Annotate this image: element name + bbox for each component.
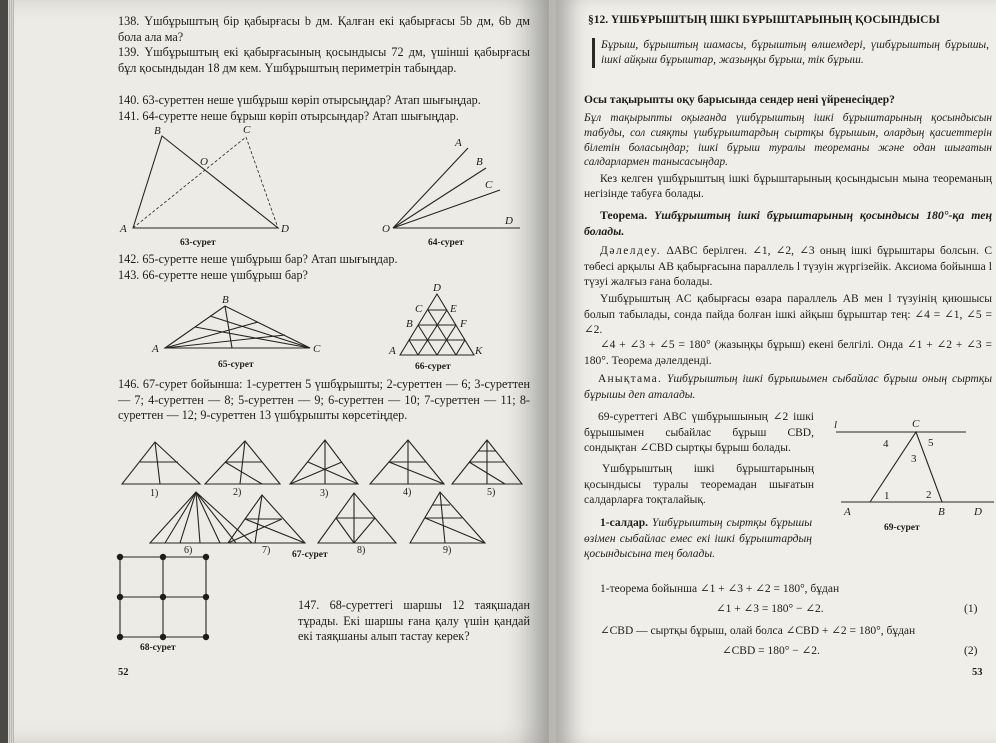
fig65-caption: 65-сурет: [218, 360, 254, 370]
problem-139: 139. Үшбұрыштың екі қабырғасының қосындысы 72 дм, үшінші қабырғасы бұл қосындыдан 18 дм кем. Үшбұрыштың периметрін табыңдар.: [118, 45, 530, 75]
fig66-label-b: B: [406, 318, 413, 330]
equation-intro: 1-теорема бойынша ∠1 + ∠3 + ∠2 = 180°, бұдан: [600, 583, 840, 595]
section-heading: §12. ҮШБҰРЫШТЫҢ ІШКІ БҰРЫШТАРЫНЫҢ ҚОСЫНДЫСЫ: [588, 14, 940, 26]
equation-1-number: (1): [964, 603, 978, 615]
problem-143: 143. 66-суретте неше үшбұрыш бар?: [118, 268, 308, 282]
fig63-caption: 63-сурет: [180, 238, 216, 248]
proof-label: Дәлелдеу.: [600, 245, 662, 257]
fig67-n1: 1): [150, 488, 159, 499]
problem-142: 142. 65-суретте неше үшбұрыш бар? Атап шығыңдар.: [118, 252, 398, 266]
fig66-label-a: A: [389, 345, 396, 357]
fig69-label-b: B: [938, 506, 945, 518]
fig66-label-d: D: [433, 282, 441, 294]
fig69-num-2: 2: [926, 489, 932, 501]
fig68-caption: 68-сурет: [140, 643, 176, 653]
fig66-label-c: C: [415, 303, 423, 315]
page-number-left: 52: [118, 667, 129, 678]
fig67-n4: 4): [403, 487, 412, 498]
fig66-label-e: E: [450, 303, 457, 315]
problem-147: 147. 68-суреттегі шаршы 12 таяқшадан тұрады. Екі шаршы ғана қалу үшін қандай екі таяқшаны алып тастау керек?: [298, 598, 530, 643]
fig67-caption: 67-сурет: [292, 550, 328, 560]
fig67-n2: 2): [233, 487, 242, 498]
equation-2: ∠CBD = 180° − ∠2.: [722, 645, 820, 657]
fig67-n5: 5): [487, 487, 496, 498]
fig69-label-c: C: [912, 418, 920, 430]
right-page: [556, 0, 996, 743]
guiding-question: Осы тақырыпты оқу барысында сендер нені үйренесіңдер?: [584, 94, 895, 106]
fig69-num-3: 3: [911, 453, 917, 465]
problem-141: 141. 64-суретте неше бұрыш көріп отырсыңдар? Атап шығыңдар.: [118, 109, 459, 123]
fig64-label-a: A: [455, 137, 462, 149]
problem-140: 140. 63-суреттен неше үшбұрыш көріп отырсыңдар? Атап шығыңдар.: [118, 93, 481, 107]
theorem-label: Теорема.: [600, 208, 648, 222]
fig64-label-b: B: [476, 156, 483, 168]
fig66-label-k: K: [475, 345, 483, 357]
fig65-label-a: A: [152, 343, 159, 355]
fig65-label-c: C: [313, 343, 321, 355]
fig69-num-4: 4: [883, 438, 889, 450]
corollary-label: 1-салдар.: [600, 517, 648, 529]
intro-text: Бұл тақырыпты оқығанда үшбұрыштың ішкі бұрыштарының қосындысын табуды, сол сияқты үшбұрыштардың сыртқы бұрышын, олардың қасиеттерін білетін боласыңдар; ішкі бұрыш туралы теореманы және одан шығатын салдарлармен танысасыңдар.: [584, 112, 992, 169]
page-number-right: 53: [972, 667, 983, 678]
fig63-label-c: C: [243, 124, 251, 136]
problem-146: 146. 67-сурет бойынша: 1-суреттен 5 үшбұрышты; 2-суреттен — 6; 3-суреттен — 7; 4-суреттен — 8; 5-суреттен — 9; 6-суреттен — 10; 7-суреттен — 11; 8-суреттен — 12; 9-суреттен 13 үшбұрышты көрсетіңдер.: [118, 377, 530, 422]
paragraph-69: 69-суреттегі ABC үшбұрышының ∠2 ішкі бұрышымен сыбайлас бұрыш CBD, сондықтан ∠CBD сыртқы бұрыш болады.: [584, 411, 814, 454]
corollary-text: Үшбұрыштың сыртқы бұрышы өзімен сыбайлас емес екі ішкі бұрыштардың қосындысына тең болады.: [584, 517, 812, 560]
fig66-label-f: F: [460, 318, 467, 330]
fig64-label-d: D: [505, 215, 513, 227]
fig65-label-b: B: [222, 294, 229, 306]
fig63-label-a: A: [120, 223, 127, 235]
paragraph-69b: Үшбұрыштың ішкі бұрыштарының қосындысы туралы теоремадан шығатын салдарларға тоқталайық.: [584, 463, 814, 506]
fig63-label-o: O: [200, 156, 208, 168]
fig69-caption: 69-сурет: [884, 523, 920, 533]
fig67-n9: 9): [443, 545, 452, 556]
theorem-text: Үшбұрыштың ішкі бұрыштарының қосындысы 180°-қа тең болады.: [584, 208, 993, 238]
problem-138: 138. Үшбұрыштың бір қабырғасы b дм. Қалған екі қабырғасы 5b дм, 6b дм бола ала ма?: [118, 14, 530, 44]
proof-text-1: ΔABC берілген. ∠1, ∠2, ∠3 оның ішкі бұрыштары болсын. C төбесі арқылы AB қабырғасына параллель l түзуін жүргізейік. Аксиома бойынша l түзуі жалғыз ғана болады.: [584, 245, 992, 289]
fig67-n8: 8): [357, 545, 366, 556]
fig67-n6: 6): [184, 545, 193, 556]
definition-text: Үшбұрыштың ішкі бұрышымен сыбайлас бұрыш оның сыртқы бұрышы деп аталады.: [584, 373, 992, 401]
fig69-num-5: 5: [928, 437, 934, 449]
equation-1: ∠1 + ∠3 = 180° − ∠2.: [716, 603, 824, 615]
fig67-n3: 3): [320, 488, 329, 499]
fig64-label-o: O: [382, 223, 390, 235]
fig66-caption: 66-сурет: [415, 362, 451, 372]
intro-text-2: Кез келген үшбұрыштың ішкі бұрыштарының қосындысын мына теореманың негізінде табуға болады.: [584, 173, 992, 200]
fig69-num-1: 1: [884, 490, 890, 502]
proof-text-3: ∠4 + ∠3 + ∠5 = 180° (жазыңқы бұрыш) екені белгілі. Онда ∠1 + ∠2 + ∠3 = 180°. Теорема дәлелденді.: [584, 339, 992, 367]
corollary: [584, 516, 812, 563]
fig69-label-a: A: [844, 506, 851, 518]
fig69-label-d: D: [974, 506, 982, 518]
fig64-label-c: C: [485, 179, 493, 191]
fig63-label-d: D: [281, 223, 289, 235]
equation-intro-2: ∠CBD — сыртқы бұрыш, олай болса ∠CBD + ∠2 = 180°, бұдан: [600, 625, 916, 637]
keywords: Бұрыш, бұрыштың шамасы, бұрыштың өлшемдері, үшбұрыштың бұрышы, ішкі айқыш бұрыштар, жазыңқы бұрыш, тік бұрыш.: [592, 38, 989, 68]
proof-text-2: Үшбұрыштың AC қабырғасы өзара параллель AB мен l түзуінің қиюшысы болып табылады, сонда пайда болған ішкі айқыш бұрыштар тең: ∠4 = ∠1, ∠5 = ∠2.: [584, 293, 992, 337]
fig67-n7: 7): [262, 545, 271, 556]
fig69-label-l: l: [834, 419, 838, 431]
fig64-caption: 64-сурет: [428, 238, 464, 248]
fig63-label-b: B: [154, 125, 161, 137]
equation-2-number: (2): [964, 645, 978, 657]
definition-label: Анықтама.: [598, 373, 663, 385]
